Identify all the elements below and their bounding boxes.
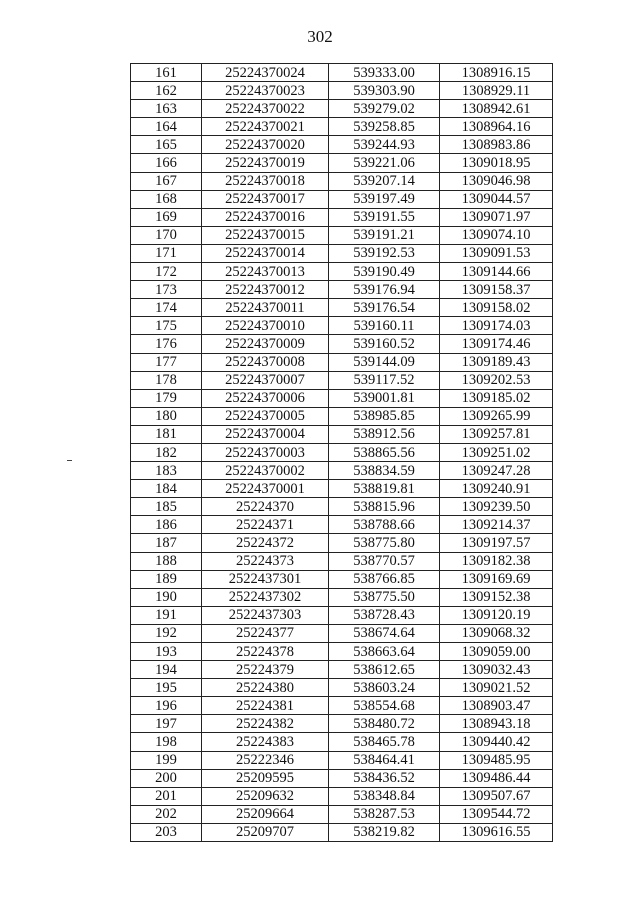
row-number-cell: 196	[131, 697, 202, 715]
table-row	[131, 353, 553, 371]
row-number-cell: 177	[131, 353, 202, 371]
row-number-cell: 201	[131, 787, 202, 805]
point-id-cell: 25224370023	[202, 82, 329, 100]
x-coordinate-cell: 539160.11	[329, 317, 440, 335]
y-coordinate-cell: 1308942.61	[440, 100, 553, 118]
row-number-cell: 199	[131, 751, 202, 769]
row-number-cell: 191	[131, 606, 202, 624]
table-row	[131, 317, 553, 335]
row-number-cell: 188	[131, 552, 202, 570]
y-coordinate-cell: 1308983.86	[440, 136, 553, 154]
point-id-cell: 25224378	[202, 643, 329, 661]
page-number: 302	[307, 27, 333, 46]
row-number-cell: 166	[131, 154, 202, 172]
table-row	[131, 480, 553, 498]
y-coordinate-cell: 1309197.57	[440, 534, 553, 552]
x-coordinate-cell: 539191.55	[329, 208, 440, 226]
point-id-cell: 25209595	[202, 769, 329, 787]
table-row	[131, 570, 553, 588]
x-coordinate-cell: 538464.41	[329, 751, 440, 769]
x-coordinate-cell: 539176.54	[329, 299, 440, 317]
y-coordinate-cell: 1309239.50	[440, 498, 553, 516]
table-row	[131, 407, 553, 425]
table-row	[131, 552, 553, 570]
point-id-cell: 25224370004	[202, 425, 329, 443]
y-coordinate-cell: 1309018.95	[440, 154, 553, 172]
coordinates-table	[130, 63, 553, 842]
table-row	[131, 208, 553, 226]
table-row	[131, 154, 553, 172]
y-coordinate-cell: 1308929.11	[440, 82, 553, 100]
table-row	[131, 697, 553, 715]
point-id-cell: 25224380	[202, 679, 329, 697]
x-coordinate-cell: 538788.66	[329, 516, 440, 534]
row-number-cell: 175	[131, 317, 202, 335]
point-id-cell: 25224372	[202, 534, 329, 552]
y-coordinate-cell: 1309059.00	[440, 643, 553, 661]
x-coordinate-cell: 539192.53	[329, 244, 440, 262]
x-coordinate-cell: 538674.64	[329, 624, 440, 642]
table-row	[131, 100, 553, 118]
y-coordinate-cell: 1309032.43	[440, 661, 553, 679]
x-coordinate-cell: 539176.94	[329, 281, 440, 299]
point-id-cell: 25224370014	[202, 244, 329, 262]
y-coordinate-cell: 1309485.95	[440, 751, 553, 769]
point-id-cell: 25224370019	[202, 154, 329, 172]
row-number-cell: 162	[131, 82, 202, 100]
x-coordinate-cell: 538985.85	[329, 407, 440, 425]
x-coordinate-cell: 538436.52	[329, 769, 440, 787]
y-coordinate-cell: 1309158.02	[440, 299, 553, 317]
table-row	[131, 606, 553, 624]
point-id-cell: 25224370020	[202, 136, 329, 154]
y-coordinate-cell: 1309021.52	[440, 679, 553, 697]
point-id-cell: 25224373	[202, 552, 329, 570]
point-id-cell: 25224370021	[202, 118, 329, 136]
y-coordinate-cell: 1309068.32	[440, 624, 553, 642]
row-number-cell: 161	[131, 64, 202, 82]
row-number-cell: 176	[131, 335, 202, 353]
point-id-cell: 25224370008	[202, 353, 329, 371]
table-row	[131, 534, 553, 552]
row-number-cell: 193	[131, 643, 202, 661]
y-coordinate-cell: 1309158.37	[440, 281, 553, 299]
point-id-cell: 25224370003	[202, 443, 329, 461]
row-number-cell: 183	[131, 462, 202, 480]
y-coordinate-cell: 1309091.53	[440, 244, 553, 262]
y-coordinate-cell: 1309214.37	[440, 516, 553, 534]
x-coordinate-cell: 538728.43	[329, 606, 440, 624]
y-coordinate-cell: 1309144.66	[440, 263, 553, 281]
y-coordinate-cell: 1309071.97	[440, 208, 553, 226]
row-number-cell: 173	[131, 281, 202, 299]
table-row	[131, 425, 553, 443]
row-number-cell: 170	[131, 226, 202, 244]
point-id-cell: 25224370007	[202, 371, 329, 389]
row-number-cell: 197	[131, 715, 202, 733]
x-coordinate-cell: 538815.96	[329, 498, 440, 516]
point-id-cell: 25209664	[202, 805, 329, 823]
point-id-cell: 25224370	[202, 498, 329, 516]
table-row	[131, 371, 553, 389]
table-row	[131, 805, 553, 823]
point-id-cell: 25224371	[202, 516, 329, 534]
row-number-cell: 184	[131, 480, 202, 498]
table-row	[131, 82, 553, 100]
row-number-cell: 164	[131, 118, 202, 136]
row-number-cell: 195	[131, 679, 202, 697]
y-coordinate-cell: 1309616.55	[440, 823, 553, 841]
x-coordinate-cell: 538348.84	[329, 787, 440, 805]
stray-mark	[67, 460, 72, 461]
row-number-cell: 182	[131, 443, 202, 461]
table-row	[131, 244, 553, 262]
row-number-cell: 190	[131, 588, 202, 606]
y-coordinate-cell: 1309257.81	[440, 425, 553, 443]
x-coordinate-cell: 538663.64	[329, 643, 440, 661]
x-coordinate-cell: 538865.56	[329, 443, 440, 461]
point-id-cell: 25224370018	[202, 172, 329, 190]
table-row	[131, 715, 553, 733]
table-row	[131, 462, 553, 480]
row-number-cell: 192	[131, 624, 202, 642]
table-row	[131, 299, 553, 317]
x-coordinate-cell: 538766.85	[329, 570, 440, 588]
y-coordinate-cell: 1309185.02	[440, 389, 553, 407]
x-coordinate-cell: 538219.82	[329, 823, 440, 841]
table-row	[131, 588, 553, 606]
table-row	[131, 118, 553, 136]
x-coordinate-cell: 538603.24	[329, 679, 440, 697]
x-coordinate-cell: 538554.68	[329, 697, 440, 715]
table-row	[131, 226, 553, 244]
y-coordinate-cell: 1309544.72	[440, 805, 553, 823]
point-id-cell: 25209632	[202, 787, 329, 805]
y-coordinate-cell: 1309046.98	[440, 172, 553, 190]
point-id-cell: 25224370010	[202, 317, 329, 335]
x-coordinate-cell: 539258.85	[329, 118, 440, 136]
table-row	[131, 516, 553, 534]
row-number-cell: 169	[131, 208, 202, 226]
table-row	[131, 624, 553, 642]
x-coordinate-cell: 538775.80	[329, 534, 440, 552]
row-number-cell: 189	[131, 570, 202, 588]
x-coordinate-cell: 539221.06	[329, 154, 440, 172]
y-coordinate-cell: 1309507.67	[440, 787, 553, 805]
point-id-cell: 25224381	[202, 697, 329, 715]
y-coordinate-cell: 1309182.38	[440, 552, 553, 570]
row-number-cell: 202	[131, 805, 202, 823]
point-id-cell: 25224379	[202, 661, 329, 679]
row-number-cell: 172	[131, 263, 202, 281]
table-row	[131, 172, 553, 190]
point-id-cell: 25224370015	[202, 226, 329, 244]
y-coordinate-cell: 1309240.91	[440, 480, 553, 498]
row-number-cell: 167	[131, 172, 202, 190]
point-id-cell: 25224370024	[202, 64, 329, 82]
table-row	[131, 733, 553, 751]
row-number-cell: 180	[131, 407, 202, 425]
point-id-cell: 25224370012	[202, 281, 329, 299]
x-coordinate-cell: 539303.90	[329, 82, 440, 100]
y-coordinate-cell: 1309169.69	[440, 570, 553, 588]
row-number-cell: 186	[131, 516, 202, 534]
row-number-cell: 178	[131, 371, 202, 389]
point-id-cell: 2522437302	[202, 588, 329, 606]
point-id-cell: 2522437301	[202, 570, 329, 588]
x-coordinate-cell: 539207.14	[329, 172, 440, 190]
point-id-cell: 25224383	[202, 733, 329, 751]
row-number-cell: 203	[131, 823, 202, 841]
table-row	[131, 335, 553, 353]
point-id-cell: 25224377	[202, 624, 329, 642]
x-coordinate-cell: 538775.50	[329, 588, 440, 606]
x-coordinate-cell: 539197.49	[329, 190, 440, 208]
y-coordinate-cell: 1309044.57	[440, 190, 553, 208]
row-number-cell: 198	[131, 733, 202, 751]
y-coordinate-cell: 1309189.43	[440, 353, 553, 371]
point-id-cell: 25224370016	[202, 208, 329, 226]
table-row	[131, 190, 553, 208]
point-id-cell: 25224370005	[202, 407, 329, 425]
row-number-cell: 179	[131, 389, 202, 407]
x-coordinate-cell: 539191.21	[329, 226, 440, 244]
x-coordinate-cell: 539144.09	[329, 353, 440, 371]
y-coordinate-cell: 1309251.02	[440, 443, 553, 461]
table-row	[131, 643, 553, 661]
y-coordinate-cell: 1309265.99	[440, 407, 553, 425]
y-coordinate-cell: 1309152.38	[440, 588, 553, 606]
y-coordinate-cell: 1309174.46	[440, 335, 553, 353]
row-number-cell: 171	[131, 244, 202, 262]
point-id-cell: 25224370011	[202, 299, 329, 317]
y-coordinate-cell: 1309247.28	[440, 462, 553, 480]
x-coordinate-cell: 538834.59	[329, 462, 440, 480]
table-row	[131, 281, 553, 299]
row-number-cell: 165	[131, 136, 202, 154]
row-number-cell: 187	[131, 534, 202, 552]
x-coordinate-cell: 539244.93	[329, 136, 440, 154]
table-row	[131, 769, 553, 787]
point-id-cell: 25209707	[202, 823, 329, 841]
x-coordinate-cell: 538612.65	[329, 661, 440, 679]
point-id-cell: 25224370009	[202, 335, 329, 353]
row-number-cell: 168	[131, 190, 202, 208]
x-coordinate-cell: 539160.52	[329, 335, 440, 353]
point-id-cell: 25224382	[202, 715, 329, 733]
y-coordinate-cell: 1308943.18	[440, 715, 553, 733]
table-row	[131, 751, 553, 769]
x-coordinate-cell: 539001.81	[329, 389, 440, 407]
point-id-cell: 25224370001	[202, 480, 329, 498]
point-id-cell: 25224370006	[202, 389, 329, 407]
x-coordinate-cell: 539333.00	[329, 64, 440, 82]
row-number-cell: 185	[131, 498, 202, 516]
x-coordinate-cell: 539190.49	[329, 263, 440, 281]
x-coordinate-cell: 538465.78	[329, 733, 440, 751]
point-id-cell: 25222346	[202, 751, 329, 769]
table-row	[131, 389, 553, 407]
y-coordinate-cell: 1308903.47	[440, 697, 553, 715]
x-coordinate-cell: 538819.81	[329, 480, 440, 498]
row-number-cell: 163	[131, 100, 202, 118]
y-coordinate-cell: 1309440.42	[440, 733, 553, 751]
y-coordinate-cell: 1309074.10	[440, 226, 553, 244]
table-row	[131, 263, 553, 281]
table-row	[131, 443, 553, 461]
x-coordinate-cell: 538770.57	[329, 552, 440, 570]
y-coordinate-cell: 1308964.16	[440, 118, 553, 136]
row-number-cell: 200	[131, 769, 202, 787]
point-id-cell: 25224370002	[202, 462, 329, 480]
table-row	[131, 661, 553, 679]
table-row	[131, 64, 553, 82]
table-row	[131, 823, 553, 841]
table-row	[131, 136, 553, 154]
y-coordinate-cell: 1309120.19	[440, 606, 553, 624]
table-row	[131, 787, 553, 805]
table-row	[131, 498, 553, 516]
y-coordinate-cell: 1309174.03	[440, 317, 553, 335]
point-id-cell: 2522437303	[202, 606, 329, 624]
point-id-cell: 25224370017	[202, 190, 329, 208]
x-coordinate-cell: 538912.56	[329, 425, 440, 443]
y-coordinate-cell: 1309486.44	[440, 769, 553, 787]
point-id-cell: 25224370022	[202, 100, 329, 118]
x-coordinate-cell: 538480.72	[329, 715, 440, 733]
x-coordinate-cell: 539279.02	[329, 100, 440, 118]
table-body	[131, 64, 553, 842]
y-coordinate-cell: 1309202.53	[440, 371, 553, 389]
x-coordinate-cell: 538287.53	[329, 805, 440, 823]
x-coordinate-cell: 539117.52	[329, 371, 440, 389]
y-coordinate-cell: 1308916.15	[440, 64, 553, 82]
table-row	[131, 679, 553, 697]
row-number-cell: 181	[131, 425, 202, 443]
row-number-cell: 174	[131, 299, 202, 317]
coordinates-table-wrapper	[130, 63, 548, 842]
row-number-cell: 194	[131, 661, 202, 679]
point-id-cell: 25224370013	[202, 263, 329, 281]
